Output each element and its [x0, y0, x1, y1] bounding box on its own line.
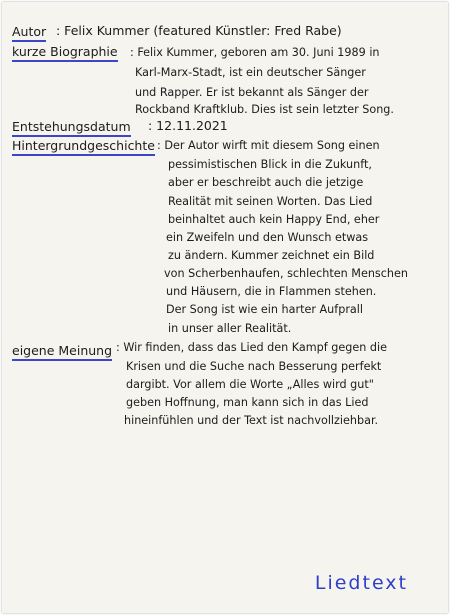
background-line: Der Song ist wie ein harter Aufprall — [166, 303, 363, 316]
background-line: Realität mit seinen Worten. Das Lied — [168, 195, 373, 208]
opinion-line: dargibt. Vor allem die Worte „Alles wird gut" — [126, 378, 374, 391]
opinion-line: geben Hoffnung, man kann sich in das Lied — [126, 396, 369, 409]
opinion-label: eigene Meinung — [12, 345, 112, 361]
background-line: zu ändern. Kummer zeichnet ein Bild — [168, 249, 375, 262]
opinion-line: hineinfühlen und der Text ist nachvollziehbar. — [124, 414, 379, 427]
biography-line: Rockband Kraftklub. Dies ist sein letzter Song. — [135, 103, 394, 116]
author-value: : Felix Kummer (featured Künstler: Fred Rabe) — [56, 23, 342, 38]
author-label: Autor — [12, 26, 46, 42]
background-line: : Der Autor wirft mit diesem Song einen — [157, 139, 380, 152]
biography-label: kurze Biographie — [12, 46, 118, 62]
biography-line: und Rapper. Er ist bekannt als Sänger der — [135, 86, 369, 99]
notebook-page — [2, 2, 448, 613]
page-title: Liedtext — [314, 572, 408, 594]
background-line: beinhaltet auch kein Happy End, eher — [168, 213, 380, 226]
opinion-line: : Wir finden, dass das Lied den Kampf gegen die — [116, 341, 387, 354]
background-label: Hintergrundgeschichte — [12, 140, 155, 156]
date-value: : 12.11.2021 — [148, 118, 228, 133]
background-line: von Scherbenhaufen, schlechten Menschen — [164, 267, 408, 280]
biography-line: Karl-Marx-Stadt, ist ein deutscher Sänger — [135, 66, 366, 79]
date-label: Entstehungsdatum — [12, 121, 131, 137]
opinion-line: Krisen und die Suche nach Besserung perfekt — [126, 360, 382, 373]
background-line: aber er beschreibt auch die jetzige — [168, 176, 364, 189]
background-line: in unser aller Realität. — [168, 322, 292, 335]
background-line: ein Zweifeln und den Wunsch etwas — [166, 231, 369, 244]
background-line: und Häusern, die in Flammen stehen. — [166, 285, 377, 298]
background-line: pessimistischen Blick in die Zukunft, — [168, 158, 372, 171]
biography-line: : Felix Kummer, geboren am 30. Juni 1989 in — [130, 46, 380, 59]
